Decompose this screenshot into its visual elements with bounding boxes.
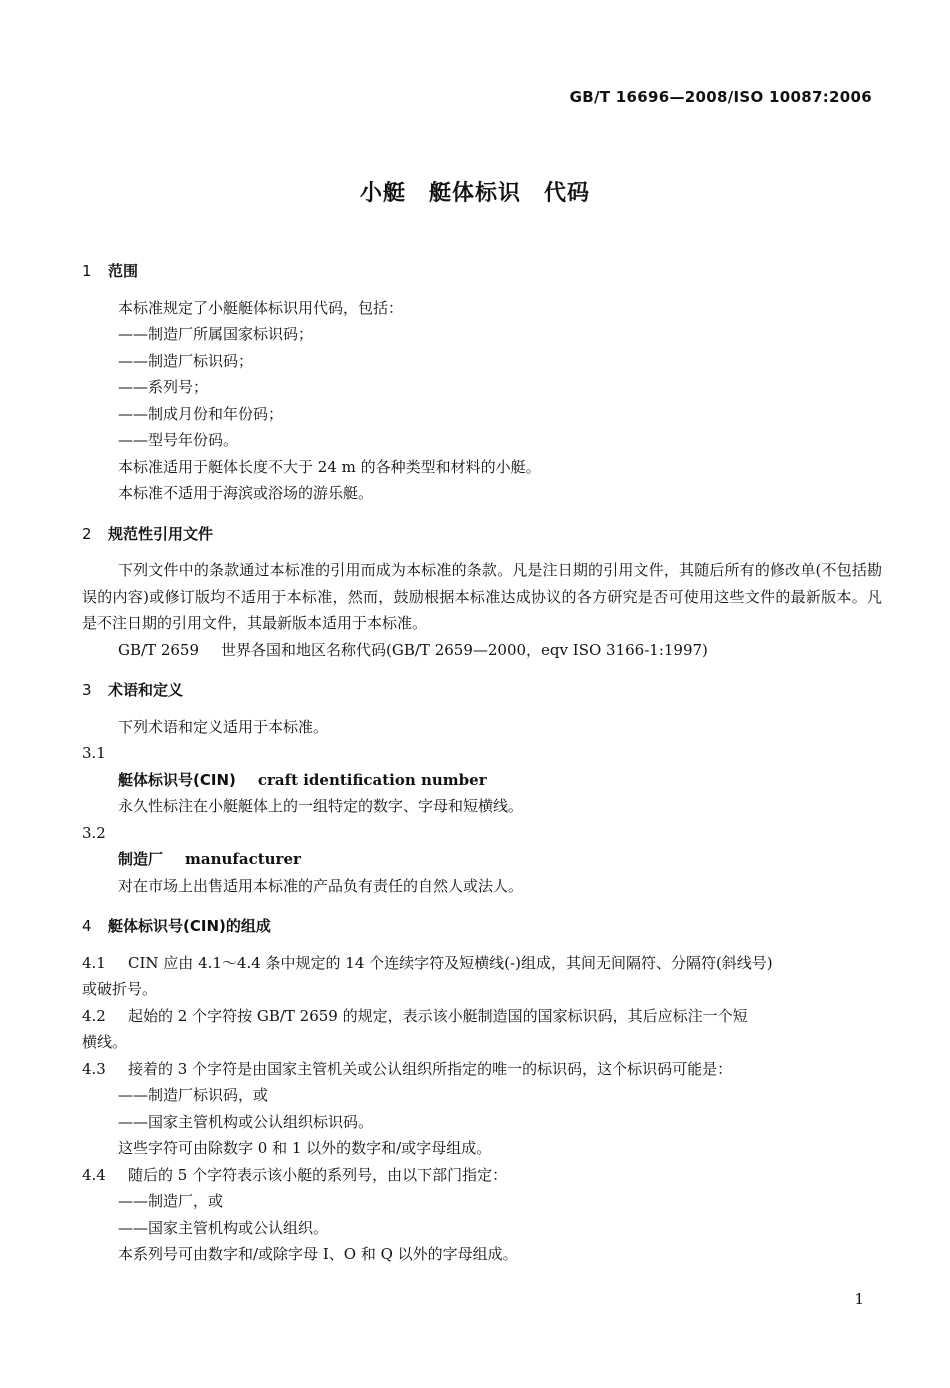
section-title: 艇体标识号(CIN)的组成 [108, 917, 271, 935]
paragraph: 本系列号可由数字和/或除字母 I、O 和 Q 以外的字母组成。 [118, 1245, 518, 1263]
term-definition: 永久性标注在小艇艇体上的一组特定的数字、字母和短横线。 [118, 797, 524, 815]
clause-text: 随后的 5 个字符表示该小艇的系列号，由以下部门指定： [128, 1165, 508, 1184]
clause-text: 接着的 3 个字符是由国家主管机关或公认组织所指定的唯一的标识码，这个标识码可能是： [128, 1059, 733, 1078]
list-item: ——制造厂所属国家标识码； [118, 325, 314, 343]
paragraph: 这些字符可由除数字 0 和 1 以外的数字和/或字母组成。 [118, 1139, 492, 1157]
page-number: 1 [854, 1290, 864, 1308]
list-item: ——制造厂，或 [118, 1192, 224, 1210]
clause-number: 4.4 [82, 1165, 106, 1184]
reference-code: GB/T 2659 [118, 640, 200, 659]
term-definition: 对在市场上出售适用本标准的产品负有责任的自然人或法人。 [118, 876, 524, 895]
paragraph: 本标准适用于艇体长度不大于 24 m 的各种类型和材料的小艇。 [118, 457, 541, 476]
section-heading-normative-references [82, 521, 882, 548]
term-cn: 制造厂 [118, 850, 164, 868]
section-number: 1 [82, 262, 92, 280]
section-number: 3 [82, 681, 92, 699]
term-en: manufacturer [185, 850, 301, 868]
list-item: ——国家主管机构或公认组织。 [118, 1218, 329, 1237]
section-title: 规范性引用文件 [108, 524, 214, 543]
paragraph: 本标准不适用于海滨或浴场的游乐艇。 [118, 484, 374, 502]
clause-4-1 [82, 950, 882, 977]
paragraph: 本标准规定了小艇艇体标识用代码，包括： [118, 298, 404, 317]
clause-number: 4.1 [82, 953, 106, 972]
standard-code: GB/T 16696—2008/ISO 10087:2006 [569, 88, 872, 106]
section-title: 范围 [108, 262, 139, 280]
list-item: ——国家主管机构或公认组织标识码。 [118, 1112, 374, 1131]
document-body [82, 258, 882, 1268]
clause-4-2 [82, 1003, 882, 1030]
clause-number: 4.3 [82, 1059, 106, 1078]
term-number: 3.2 [82, 823, 106, 842]
term-entry [82, 767, 882, 794]
term-en: craft identification number [257, 770, 487, 789]
list-item: ——系列号； [118, 378, 209, 396]
reference-entry [82, 637, 882, 664]
list-item: ——制成月份和年份码； [118, 404, 284, 423]
clause-continuation: 或破折号。 [82, 980, 158, 998]
term-entry [82, 846, 882, 873]
section-number: 2 [82, 524, 92, 543]
list-item: ——制造厂标识码，或 [118, 1086, 269, 1104]
clause-continuation: 横线。 [82, 1033, 128, 1051]
clause-text: 起始的 2 个字符按 GB/T 2659 的规定，表示该小艇制造国的国家标识码，其后应标注一个短 [128, 1006, 748, 1025]
section-heading-terms [82, 677, 882, 704]
clause-number: 4.2 [82, 1006, 106, 1025]
term-number: 3.1 [82, 744, 106, 762]
section-heading-cin-composition [82, 913, 882, 940]
paragraph: 下列文件中的条款通过本标准的引用而成为本标准的条款。凡是注日期的引用文件，其随后所有的修改单(不包括勘误的内容)或修订版均不适用于本标准，然而，鼓励根据本标准达成协议的各方研究是否可使用这些文件的最新版本。凡是不注日期的引用文件，其最新版本适用于本标准。 [82, 561, 882, 632]
term-cn: 艇体标识号(CIN) [118, 770, 236, 789]
clause-4-4 [82, 1162, 882, 1189]
clause-text: CIN 应由 4.1～4.4 条中规定的 14 个连续字符及短横线(-)组成，其间无间隔符、分隔符(斜线号) [128, 953, 773, 972]
reference-text: 世界各国和地区名称代码(GB/T 2659—2000，eqv ISO 3166-1:1997) [221, 640, 708, 659]
list-item: ——型号年份码。 [118, 431, 239, 449]
section-number: 4 [82, 917, 92, 935]
paragraph: 下列术语和定义适用于本标准。 [118, 717, 329, 736]
list-item: ——制造厂标识码； [118, 351, 254, 370]
section-title: 术语和定义 [108, 681, 184, 699]
clause-4-3 [82, 1056, 882, 1083]
section-heading-scope [82, 258, 882, 285]
document-title: 小艇 艇体标识 代码 [359, 181, 590, 206]
